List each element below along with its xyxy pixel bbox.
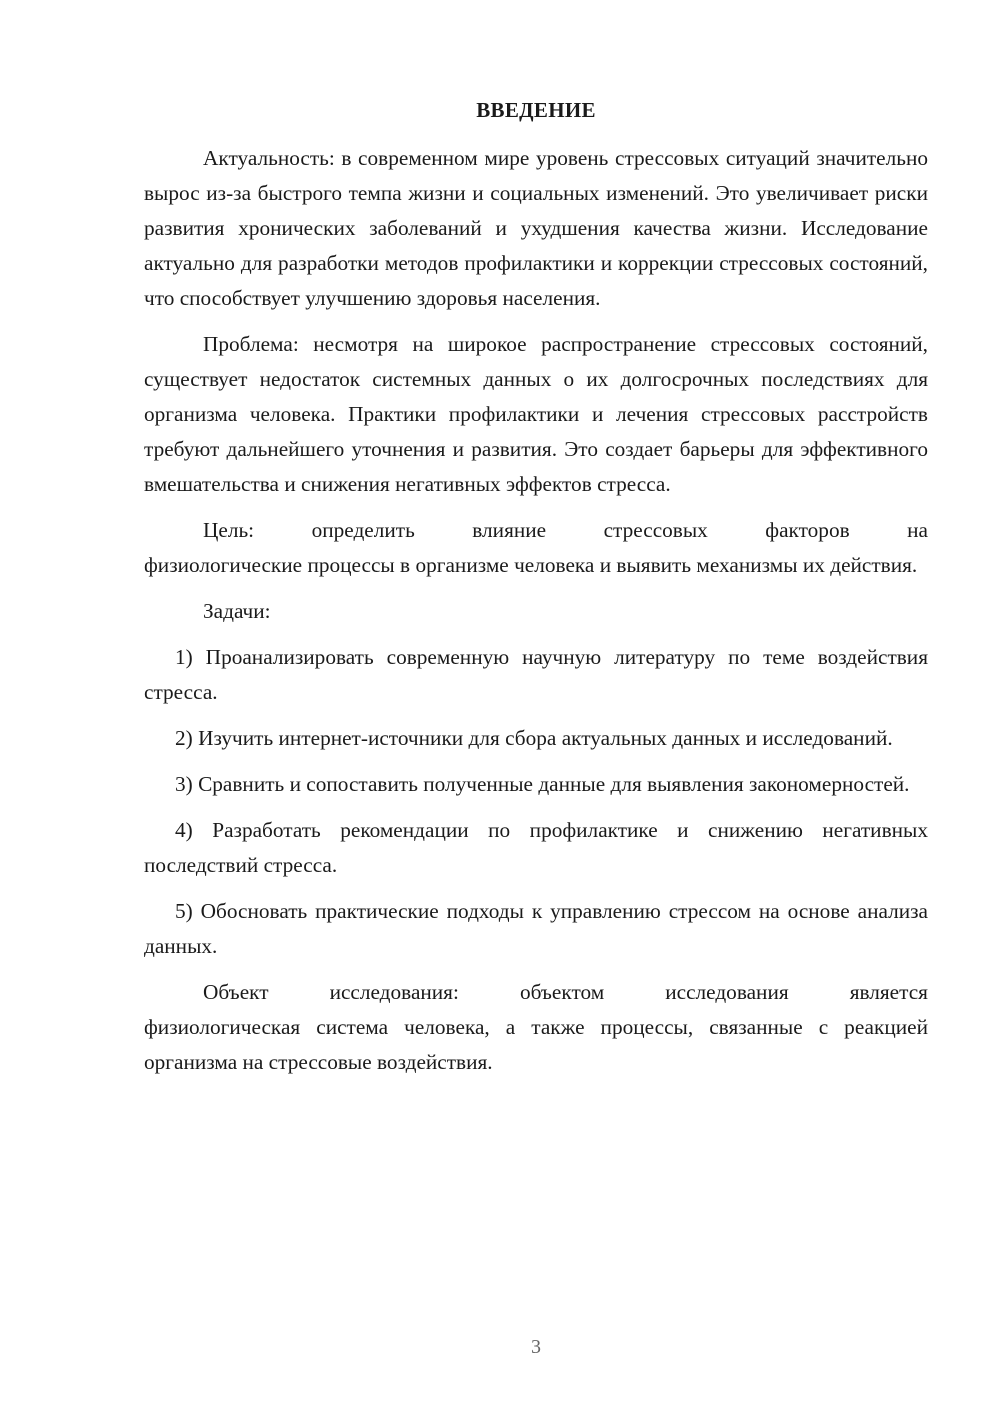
object-paragraph — [144, 975, 928, 1080]
task-item: 4) Разработать рекомендации по профилактике и снижению негативных последствий стресса. — [144, 818, 928, 877]
goal-word: стрессовых — [603, 518, 708, 542]
task-item: 5) Обосновать практические подходы к управлению стрессом на основе анализа данных. — [144, 899, 928, 958]
object-word: исследования — [665, 980, 789, 1004]
task-item: 2) Изучить интернет-источники для сбора актуальных данных и исследований. — [175, 726, 893, 750]
goal-first-line — [144, 513, 928, 548]
goal-word: определить — [311, 518, 415, 542]
document-body — [144, 141, 928, 1091]
object-word: исследования: — [329, 980, 459, 1004]
page-number: 3 — [531, 1336, 541, 1358]
task-item: 3) Сравнить и сопоставить полученные данные для выявления закономерностей. — [175, 772, 910, 796]
object-word: Объект — [203, 980, 269, 1004]
object-rest-text: физиологическая система человека, а также процессы, связанные с реакцией организма на стрессовые воздействия. — [144, 1015, 928, 1074]
task-item: 1) Проанализировать современную научную литературу по теме воздействия стресса. — [144, 645, 928, 704]
goal-word: на — [907, 518, 928, 542]
object-word: является — [849, 980, 928, 1004]
section-title: ВВЕДЕНИЕ — [476, 98, 596, 122]
goal-word: факторов — [765, 518, 850, 542]
goal-rest-text: физиологические процессы в организме человека и выявить механизмы их действия. — [144, 553, 918, 577]
goal-paragraph — [144, 513, 928, 583]
object-first-line — [144, 975, 928, 1010]
problem-paragraph: Проблема: несмотря на широкое распространение стрессовых состояний, существует недостаток системных данных о их долгосрочных последствиях для организма человека. Практики профилактики и лечения стрессовых расстройств требуют дальнейшего уточнения и развития. Это создает барьеры для эффективного вмешательства и снижения негативных эффектов стресса. — [144, 332, 928, 496]
goal-word: Цель: — [203, 518, 255, 542]
tasks-heading: Задачи: — [203, 599, 271, 623]
goal-word: влияние — [472, 518, 547, 542]
object-word: объектом — [519, 980, 605, 1004]
relevance-paragraph: Актуальность: в современном мире уровень стрессовых ситуаций значительно вырос из-за быстрого темпа жизни и социальных изменений. Это увеличивает риски развития хронических заболеваний и ухудшения качества жизни. Исследование актуально для разработки методов профилактики и коррекции стрессовых состояний, что способствует улучшению здоровья населения. — [144, 146, 928, 310]
